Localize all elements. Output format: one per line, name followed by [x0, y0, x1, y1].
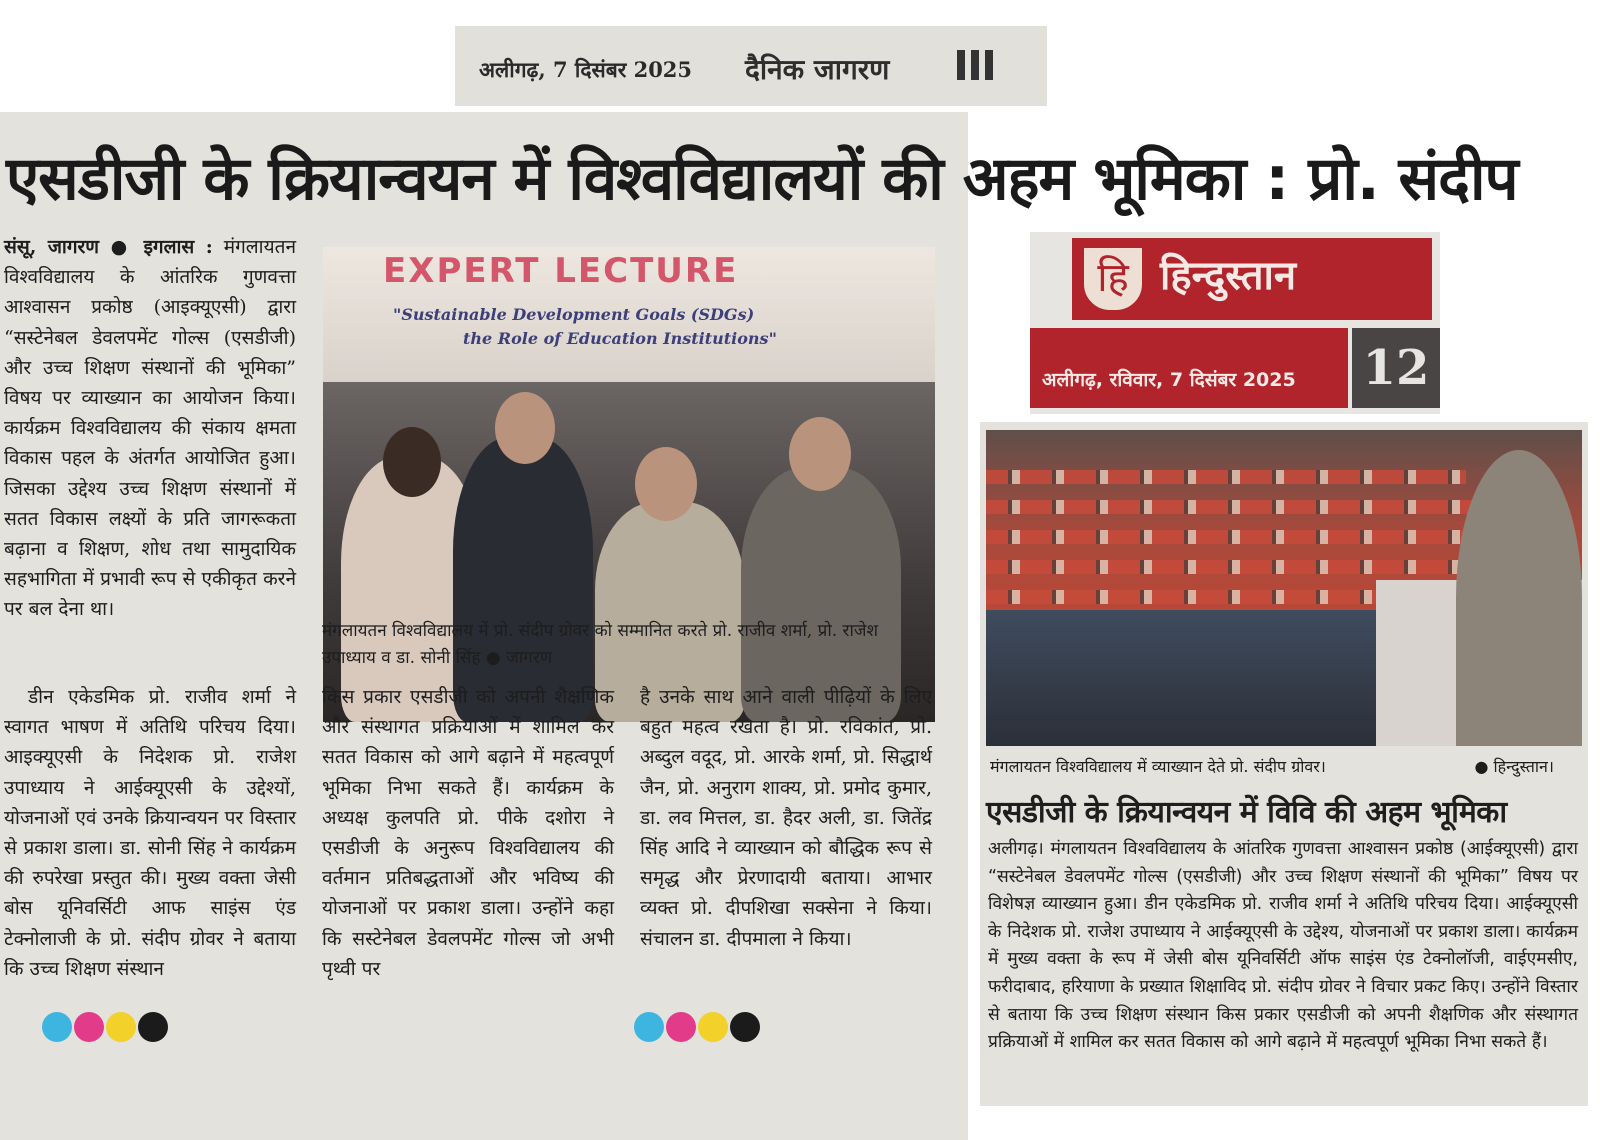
dj-column-3: [640, 682, 932, 956]
banner-title: EXPERT LECTURE: [383, 251, 739, 291]
dj-column-2: [322, 682, 614, 986]
dj-logo-bars-icon: [957, 50, 993, 80]
auditorium-seat-row: [986, 560, 1466, 574]
hindustan-shield-icon: [1080, 244, 1146, 314]
hindustan-place-date: अलीगढ़, रविवार, 7 दिसंबर 2025: [1042, 369, 1296, 391]
banner-subtitle-2: the Role of Education Institutions": [463, 329, 777, 348]
print-registration-dots-1: [42, 1012, 168, 1042]
dj-photo-caption: मंगलायतन विश्वविद्यालय में प्रो. संदीप ग्रोवर को सम्मानित करते प्रो. राजीव शर्मा, प्रो. राजेश उपाध्याय व डा. सोनी सिंह ● जागरण: [322, 621, 879, 668]
hindustan-headline: एसडीजी के क्रियान्वयन में विवि की अहम भूमिका: [986, 795, 1507, 830]
dj-paper-name: दैनिक जागरण: [745, 53, 890, 86]
expert-lecture-banner: [323, 247, 935, 382]
hindustan-photo-caption: मंगलायतन विश्वविद्यालय में व्याख्यान देते प्रो. संदीप ग्रोवर।: [990, 757, 1326, 776]
dj-column-1: [4, 232, 296, 627]
person-guest-head: [635, 447, 697, 521]
hindustan-body-text: अलीगढ़। मंगलायतन विश्वविद्यालय के आंतरिक गुणवत्ता आश्वासन प्रकोष्ठ (आईक्यूएसी) द्वारा “सस्टेनेबल डेवलपमेंट गोल्स (एसडीजी) और उच्च शिक्षण संस्थानों की भूमिका” विषय पर विशेषज्ञ व्याख्यान हुआ। डीन एकेडमिक प्रो. राजीव शर्मा ने अतिथि परिचय दिया। आईक्यूएसी के निदेशक प्रो. राजेश उपाध्याय ने आईक्यूएसी के उद्देश्य, योजनाओं पर प्रकाश डाला। कार्यक्रम में मुख्य वक्ता के रूप में जेसी बोस यूनिवर्सिटी ऑफ साइंस एंड टेक्नोलॉजी, वाईएमसीए, फरीदाबाद, हरियाणा के प्रख्यात शिक्षाविद प्रो. संदीप ग्रोवर ने विचार प्रकट किए। उन्होंने विस्तार से बताया कि उच्च शिक्षण संस्थान किस प्रकार एसडीजी को अपनी शैक्षणिक और संस्थागत प्रक्रियाओं में शामिल कर सतत विकास को आगे बढ़ाने में महत्वपूर्ण भूमिका निभा सकते हैं।: [988, 839, 1578, 1053]
hindustan-logo: [1072, 238, 1432, 320]
auditorium-seat-row: [986, 470, 1466, 484]
hindustan-photo-caption-row: [990, 754, 1580, 780]
dj-paragraph-1-text: मंगलायतन विश्वविद्यालय के आंतरिक गुणवत्ता आश्वासन प्रकोष्ठ (आइक्यूएसी) द्वारा “सस्टेनेबल डेवलपमेंट गोल्स (एसडीजी) और उच्च शिक्षण संस्थानों की भूमिका” विषय पर व्याख्यान का आयोजन किया। कार्यक्रम विश्वविद्यालय की संकाय क्षमता विकास पहल के अंतर्गत आयोजित हुआ। जिसका उद्देश्य उच्च शिक्षण संस्थानों में सतत विकास लक्ष्यों के प्रति जागरूकता बढ़ाना व शिक्षण, शोध तथा सामुदायिक सहभागिता में प्रभावी रूप से एकीकृत करने पर बल देना था।: [4, 236, 296, 621]
auditorium-seat-row: [986, 590, 1426, 604]
dj-paragraph-1: [4, 232, 296, 625]
person-woman-head: [383, 427, 441, 497]
audience-front-row: [986, 610, 1386, 746]
auditorium-seat-row: [986, 500, 1486, 514]
auditorium-seat-row: [986, 530, 1506, 544]
person-man-left: [453, 437, 593, 722]
hindustan-dateline: [1030, 328, 1348, 408]
hindustan-photo-lecture: [986, 430, 1582, 746]
dainik-jagran-header: [455, 26, 1047, 106]
dj-paragraph-3: किस प्रकार एसडीजी को अपनी शैक्षणिक और संस्थागत प्रक्रियाओं में शामिल कर सतत विकास को आगे बढ़ाने में महत्वपूर्ण भूमिका निभा सकते हैं। कार्यक्रम के अध्यक्ष कुलपति प्रो. पीके दशोरा ने एसडीजी के अनुरूप विश्वविद्यालय की वर्तमान प्रतिबद्धताओं और भविष्य की योजनाओं पर प्रकाश डाला। उन्होंने कहा कि सस्टेनेबल डेवलपमेंट गोल्स जो अभी पृथ्वी पर: [322, 686, 614, 980]
speaker-figure: [1456, 450, 1582, 746]
dj-paragraph-4: है उनके साथ आने वाली पीढ़ियों के लिए बहुत महत्व रखता है। प्रो. रविकांत, प्रो. अब्दुल वदूद, प्रो. आरके शर्मा, प्रो. सिद्धार्थ जैन, प्रो. अनुराग शाक्य, प्रो. प्रमोद कुमार, डा. लव मित्तल, डा. हैदर अली, डा. जितेंद्र सिंह आदि ने व्याख्यान को बौद्धिक रूप से समृद्ध और प्रेरणादायी बताया। आभार व्यक्त प्रो. दीपशिखा सक्सेना ने किया। संचालन डा. दीपमाला ने किया।: [640, 686, 932, 950]
hindustan-paper-name: हिन्दुस्तान: [1160, 253, 1297, 299]
person-man-left-head: [495, 392, 555, 464]
hindustan-article: [980, 422, 1588, 1106]
person-man-right-head: [789, 417, 851, 491]
dj-paragraph-2: डीन एकेडमिक प्रो. राजीव शर्मा ने स्वागत भाषण में अतिथि परिचय दिया। आइक्यूएसी के निदेशक प्रो. राजेश उपाध्याय ने आईक्यूएसी के उद्देश्यों, योजनाओं एवं उनके क्रियान्वयन पर विस्तार से प्रकाश डाला। डा. सोनी सिंह ने कार्यक्रम की रुपरेखा प्रस्तुत की। मुख्य वक्ता जेसी बोस यूनिवर्सिटी आफ साइंस एंड टेक्नोलाजी के प्रो. संदीप ग्रोवर ने बताया कि उच्च शिक्षण संस्थान: [4, 686, 296, 980]
banner-subtitle-1: "Sustainable Development Goals (SDGs): [393, 305, 755, 324]
hindustan-logo-letter: हि: [1097, 255, 1129, 301]
dj-dateline: संसू, जागरण ● इगलास :: [4, 236, 213, 258]
hindustan-photo-credit: ● हिन्दुस्तान।: [1474, 757, 1554, 776]
hindustan-masthead: [1030, 232, 1440, 414]
dj-place-date: अलीगढ़, 7 दिसंबर 2025: [479, 57, 693, 82]
print-registration-dots-2: [634, 1012, 760, 1042]
dj-column-1-continued: [4, 682, 296, 986]
hindustan-page-number-box: [1352, 328, 1440, 408]
hindustan-page-number: 12: [1362, 340, 1430, 396]
dj-headline: एसडीजी के क्रियान्वयन में विश्वविद्यालयों की अहम भूमिका : प्रो. संदीप: [6, 144, 1518, 214]
